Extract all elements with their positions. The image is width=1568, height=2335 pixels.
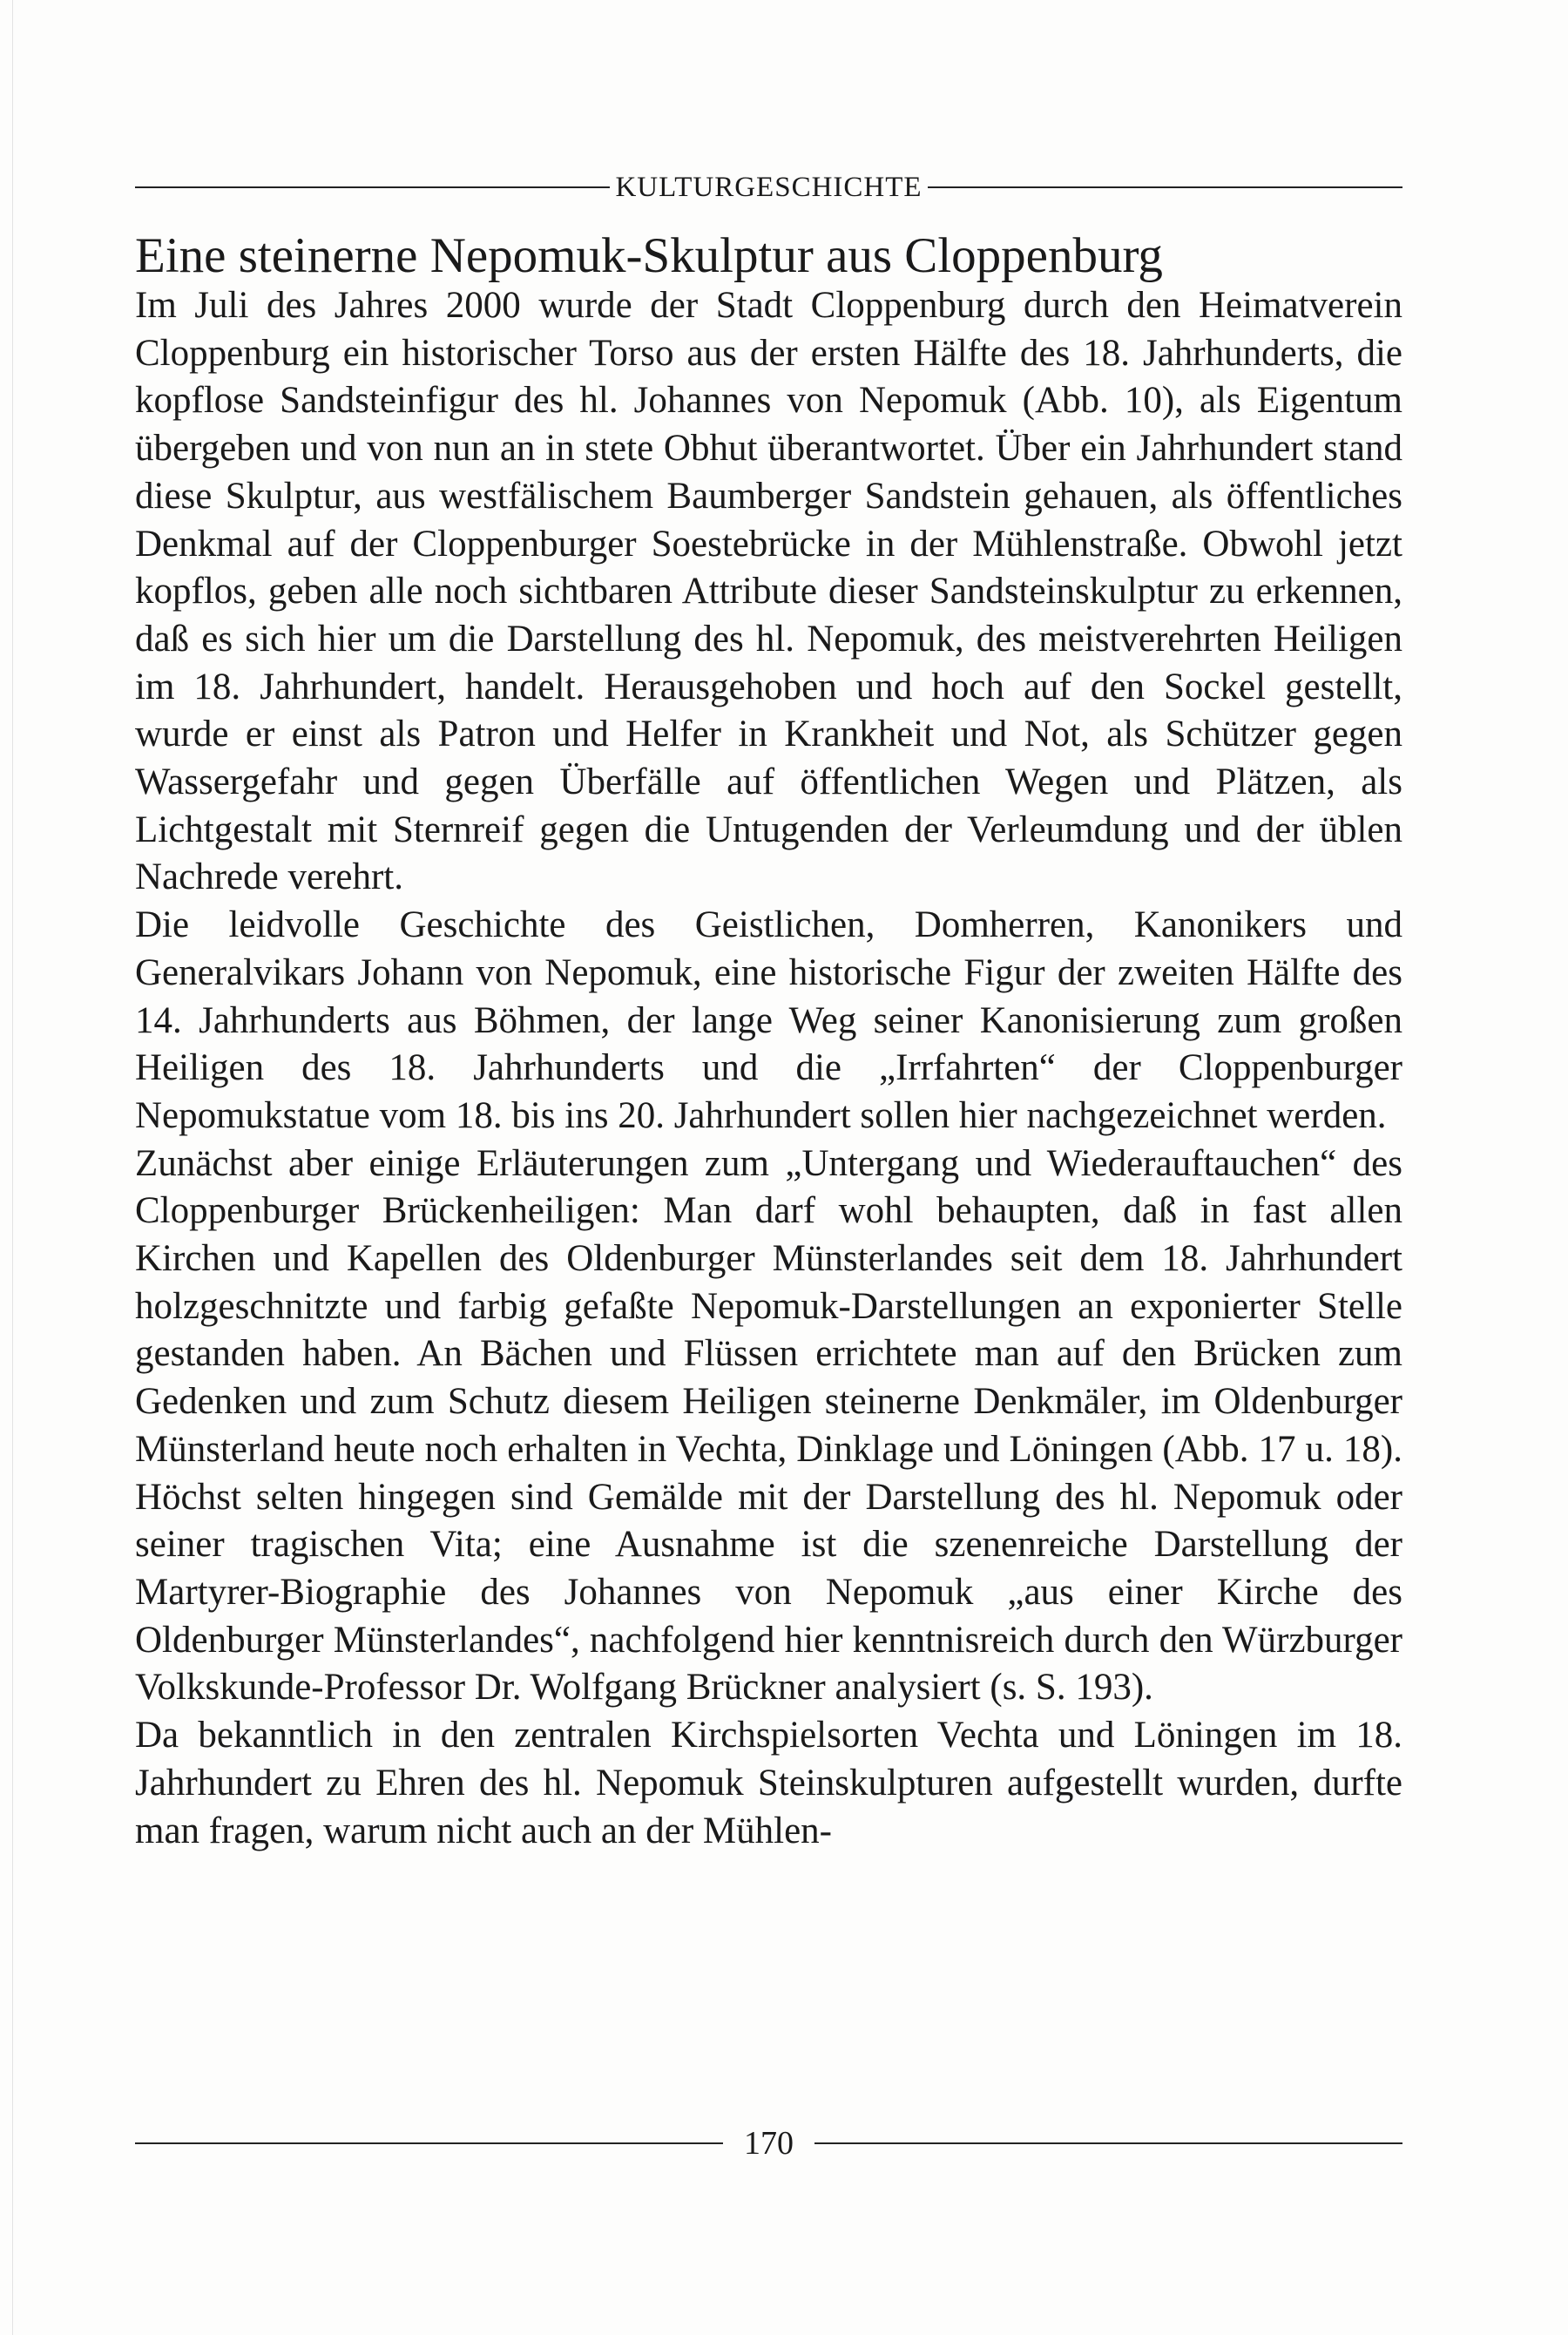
- page-footer: [135, 2122, 1402, 2165]
- paragraph: Die leidvolle Geschichte des Geistlichen, Domherren, Kanonikers und Generalvikars Johann von Nepomuk, eine historische Figur der zweiten Hälfte des 14. Jahrhunderts aus Böhmen, der lange Weg seiner Kanonisierung zum großen Heiligen des 18. Jahrhunderts und die „Irrfahrten“ der Cloppenburger Nepomukstatue vom 18. bis ins 20. Jahrhundert sollen hier nachgezeichnet werden.: [135, 904, 1402, 1136]
- section-header: [135, 166, 1402, 209]
- paragraph: Da bekanntlich in den zentralen Kirchspielsorten Vechta und Löningen im 18. Jahrhundert zu Ehren des hl. Nepomuk Steinskulpturen aufgestellt wurden, durfte man fragen, warum nicht auch an der Mühlen-: [135, 1715, 1402, 1851]
- page-edge: [12, 0, 13, 2335]
- paragraph: Zunächst aber einige Erläuterungen zum „Untergang und Wiederauftauchen“ des Cloppenburger Brückenheiligen: Man darf wohl behaupten, daß in fast allen Kirchen und Kapellen des Oldenburger Münsterlandes seit dem 18. Jahrhundert holzgeschnitzte und farbig gefaßte Nepomuk-Darstellungen an exponierter Stelle gestanden haben. An Bächen und Flüssen errichtete man auf den Brücken zum Gedenken und zum Schutz diesem Heiligen steinerne Denkmäler, im Oldenburger Münsterland heute noch erhalten in Vechta, Dinklage und Löningen (Abb. 17 u. 18). Höchst selten hingegen sind Gemälde mit der Darstellung des hl. Nepomuk oder seiner tragischen Vita; eine Ausnahme ist die szenenreiche Darstellung der Martyrer-Biographie des Johannes von Nepomuk „aus einer Kirche des Oldenburger Münsterlandes“, nachfolgend hier kenntnisreich durch den Würzburger Volkskunde-Professor Dr. Wolfgang Brückner analysiert (s. S. 193).: [135, 1142, 1402, 1709]
- page-number: 170: [744, 2125, 794, 2162]
- article-body: [135, 282, 1402, 1855]
- footer-rule-right: [814, 2142, 1402, 2144]
- article-title: Eine steinerne Nepomuk-Skulptur aus Cloppenburg: [135, 228, 1163, 283]
- footer-rule-left: [135, 2142, 723, 2144]
- section-label: KULTURGESCHICHTE: [615, 171, 923, 203]
- header-rule-right: [928, 186, 1402, 188]
- header-rule-left: [135, 186, 610, 188]
- paragraph: Im Juli des Jahres 2000 wurde der Stadt Cloppenburg durch den Heimatverein Cloppenburg ein historischer Torso aus der ersten Hälfte des 18. Jahrhunderts, die kopflose Sandsteinfigur des hl. Johannes von Nepomuk (Abb. 10), als Eigentum übergeben und von nun an in stete Obhut überantwortet. Über ein Jahrhundert stand diese Skulptur, aus westfälischem Baumberger Sandstein gehauen, als öffentliches Denkmal auf der Cloppenburger Soestebrücke in der Mühlenstraße. Obwohl jetzt kopflos, geben alle noch sichtbaren Attribute dieser Sandsteinskulptur zu erkennen, daß es sich hier um die Darstellung des hl. Nepomuk, des meistverehrten Heiligen im 18. Jahrhundert, handelt. Herausgehoben und hoch auf den Sockel gestellt, wurde er einst als Patron und Helfer in Krankheit und Not, als Schützer gegen Wassergefahr und gegen Überfälle auf öffentlichen Wegen und Plätzen, als Lichtgestalt mit Sternreif gegen die Untugenden der Verleumdung und der üblen Nachrede verehrt.: [135, 285, 1402, 898]
